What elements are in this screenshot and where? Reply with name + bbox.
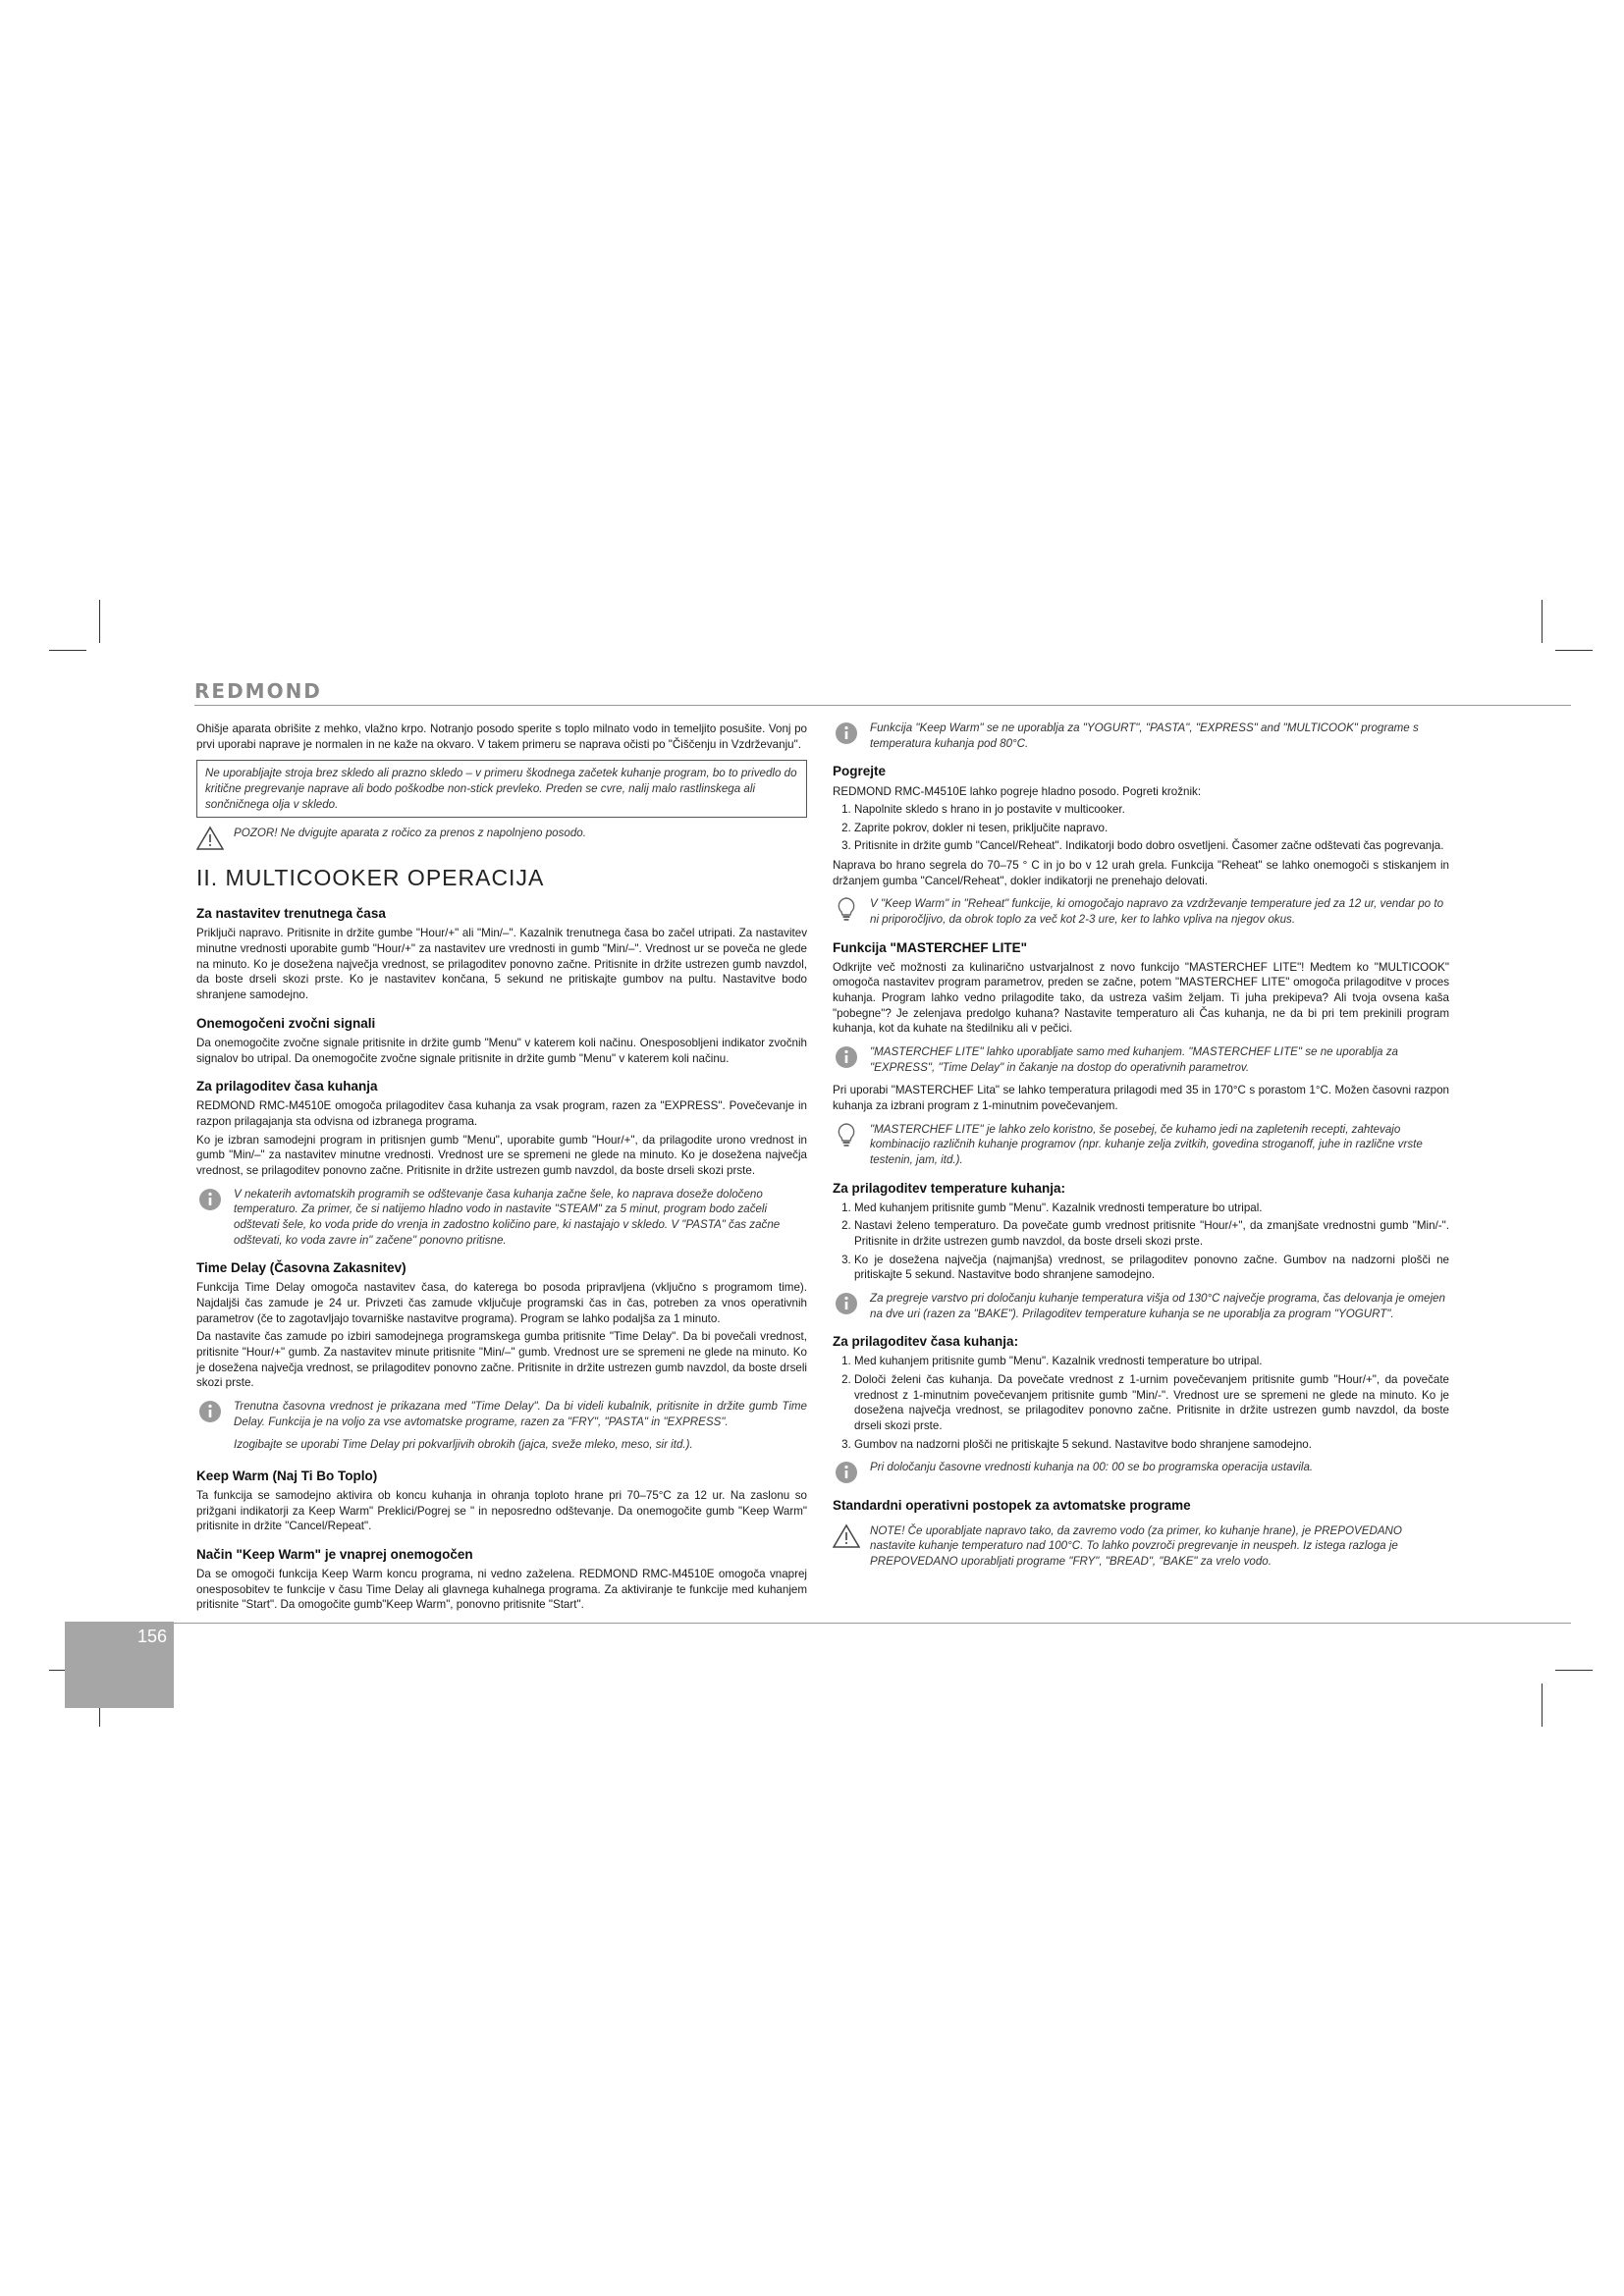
info-text-delay	[234, 1399, 807, 1456]
warning-text-standard: NOTE! Če uporabljate napravo tako, da zavremo vodo (za primer, ko kuhanje hrane), je PREPOVEDANO nastavite kuhanje temperaturo nad 100°C. To lahko povzroči pregrevanje in neuspeh. Iz istega razloga je PREPOVEDANO uporabljati programe "FRY", "BREAD", "BAKE" za vrelo vodo.	[870, 1523, 1402, 1568]
header-rule	[194, 705, 1571, 706]
heading-sound-signals: Onemogočeni zvočni signali	[196, 1015, 376, 1031]
warning-text: POZOR! Ne dvigujte aparata z ročico za prenos z napolnjeno posodo.	[234, 827, 586, 840]
paragraph-set-time: Priključi napravo. Pritisnite in držite gumbe "Hour/+" ali "Min/–". Kazalnik trenutnega časa bo začel utripati. Za nastavitev minutne vrednosti uporabite gumb "Hour/+" za nastavitev ure vrednosti in gumb "Min/–". Vrednost ur se poveča ne glede na minuto. Ko je dosežena največja vrednost, se prilagoditev ponovno začne. Pritisnite in držite ustrezen gumb navzdol, da boste drseli skozi prste. Ko je nastavitev končana, 5 sekund ne pritiskajte gumbov na pultu. Nastavitve bodo shranjene samodejno.	[196, 927, 807, 1002]
list-item: 1. Napolnite skledo s hrano in jo postavite v multicooker.	[854, 802, 1449, 818]
brand-logo: REDMOND	[194, 679, 322, 703]
paragraph-masterchef-2: Pri uporabi "MASTERCHEF Lita" se lahko temperatura prilagodi med 35 in 170°C s porastom 1°C. Možen časovni razpon kuhanja za izbrani program z 1-minutnim povečevanjem.	[833, 1084, 1449, 1112]
list-item: 2. Nastavi želeno temperaturo. Da povečate gumb vrednost pritisnite "Hour/+", da zmanjšate vrednostni gumb "Min/-". Pritisnite in držite ustrezen gumb navzdol, da boste drseli skozi prste.	[854, 1218, 1449, 1249]
warning-icon	[196, 826, 224, 851]
paragraph-time-delay-1: Funkcija Time Delay omogoča nastavitev časa, do katerega bo posoda pripravljena (vključno s programom time). Najdaljši čas zamude je 24 ur. Privzeti čas zamude vključuje programski čas in čas, potreben za vnos operativnih parametrov (če to zagotavljajo tovarniške nastavitve programa). Program se lahko podaljša za 1 minuto.	[196, 1281, 807, 1325]
list-item: 1. Med kuhanjem pritisnite gumb "Menu". Kazalnik vrednosti temperature bo utripal.	[854, 1201, 1449, 1216]
tip-row-reheat	[833, 896, 1449, 927]
info-row-keep-warm	[833, 721, 1449, 751]
paragraph-cleaning: Ohišje aparata obrišite z mehko, vlažno krpo. Notranjo posodo sperite s toplo milnato vodo in temeljito posušite. Vonj po prvi uporabi naprave je normalen in ne kaže na okvaro. V takem primeru se naprava očisti po "Čiščenju in Vzdrževanju".	[196, 722, 807, 751]
crop-mark	[49, 650, 86, 651]
info-row-time	[833, 1460, 1449, 1485]
heading-adjust-time: Za prilagoditev časa kuhanja:	[833, 1334, 1019, 1350]
left-column	[196, 721, 807, 1616]
paragraph-time-delay-2: Da nastavite čas zamude po izbiri samodejnega programskega gumba pritisnite "Time Delay". Da bi povečali vrednost, pritisnite "Hour/+" gumb. Za nastavitev minute pritisnite "Min/–" gumb. Vrednost ure se spremeni ne glede na minuto. Ko je dosežena največja vrednost, se prilagoditev ponovno začne. Pritisnite in držite ustrezen gumb navzdol, da boste drseli skozi prste.	[196, 1330, 807, 1390]
list-item: 3. Pritisnite in držite gumb "Cancel/Reheat". Indikatorji bodo dobro osvetljeni. Časomer začne odštevati čas pogrevanja.	[854, 838, 1449, 854]
paragraph-reheat: REDMOND RMC-M4510E lahko pogreje hladno posodo. Pogreti krožnik:	[833, 784, 1202, 798]
info-text-keep-warm: Funkcija "Keep Warm" se ne uporablja za "YOGURT", "PASTA", "EXPRESS" and "MULTICOOK" programe s temperatura kuhanja pod 80°C.	[870, 721, 1419, 750]
paragraph-keep-warm-off: Da se omogoči funkcija Keep Warm koncu programa, ni vedno zaželena. REDMOND RMC-M4510E omogoča vnaprej onesposobitev te funkcije v času Time Delay ali glavnega kuhalnega programa. Za aktiviranje te funkcije med kuhanjem pritisnite "Start". Da omogočite gumb"Keep Warm", ponovno pritisnite "Start".	[196, 1568, 807, 1612]
info-icon	[833, 1460, 860, 1485]
heading-keep-warm-off: Način "Keep Warm" je vnaprej onemogočen	[196, 1546, 473, 1562]
heading-masterchef: Funkcija "MASTERCHEF LITE"	[833, 939, 1028, 955]
heading-adjust-temperature: Za prilagoditev temperature kuhanja:	[833, 1180, 1066, 1196]
page-number: 156	[137, 1627, 168, 1646]
lightbulb-icon	[833, 896, 860, 922]
reheat-steps	[833, 802, 1449, 854]
warning-row	[196, 826, 807, 851]
time-steps	[833, 1354, 1449, 1452]
paragraph-cooking-time-1: REDMOND RMC-M4510E omogoča prilagoditev časa kuhanja za vsak program, razen za "EXPRESS". Povečevanje in razpon prilagajanja sta odvisna od izbranega programa.	[196, 1099, 807, 1129]
info-icon	[833, 721, 860, 746]
heading-reheat: Pogrejte	[833, 764, 887, 779]
heading-keep-warm: Keep Warm (Naj Ti Bo Toplo)	[196, 1468, 378, 1483]
info-text-cooking: V nekaterih avtomatskih programih se odštevanje časa kuhanja začne šele, ko naprava doseže določeno temperaturo. Za primer, če si natijemo hladno vodo in nastavite "STEAM" za 5 minut, program bodo začeli odštevati šele, ko voda pride do vrenja in zadostno količino pare, ki nastajajo v skledo. V "PASTA" čas začne odštevati, ko voda zavre in" začene" ponovno pritisne.	[234, 1187, 781, 1247]
info-text-delay-2: Izogibajte se uporabi Time Delay pri pokvarljivih obrokih (jajca, sveže mleko, meso, sir itd.).	[234, 1438, 693, 1452]
info-row-masterchef	[833, 1044, 1449, 1075]
list-item: 3. Ko je dosežena največja (najmanjša) vrednost, se prilagoditev ponovno začne. Gumbov na nadzorni plošči ne pritiskajte 5 sekund. Nastavitve bodo shranjene samodejno.	[854, 1253, 1449, 1283]
info-text-delay-1: Trenutna časovna vrednost je prikazana med "Time Delay". Da bi videli kubalnik, pritisnite in držite gumb Time Delay. Funkcija je na voljo za vse avtomatske programe, razen za "FRY", "PASTA" in "EXPRESS".	[234, 1399, 807, 1428]
info-row-temperature	[833, 1291, 1449, 1321]
crop-mark	[99, 600, 100, 643]
info-text-masterchef: "MASTERCHEF LITE" lahko uporabljate samo med kuhanjem. "MASTERCHEF LITE" se ne uporablja za "EXPRESS", "Time Delay" in čakanje na dostop do operativnih parametrov.	[870, 1045, 1398, 1074]
crop-mark	[1542, 1683, 1543, 1727]
tip-text-masterchef: "MASTERCHEF LITE" je lahko zelo koristno, še posebej, če kuhamo jedi na zapletenih recepti, zahtevajo kombinacijo različnih kuhanje programov (npr. kuhanje zelja zvitkih, govedina stroganoff, juhe in različne vrste testenin, jam, itd.).	[870, 1122, 1423, 1166]
info-icon	[833, 1291, 860, 1316]
lightbulb-icon	[833, 1122, 860, 1148]
list-item: 1. Med kuhanjem pritisnite gumb "Menu". Kazalnik vrednosti temperature bo utripal.	[854, 1354, 1449, 1369]
paragraph-masterchef: Odkrijte več možnosti za kulinarično ustvarjalnost z novo funkcijo "MASTERCHEF LITE"! Medtem ko "MULTICOOK" omogoča nastavitev program parametrov, preden se začne, potem "MASTERCHEF LITE" omogoča prilagoditve v proces kuhanja. Program lahko vedno prilagodite tako, da ustreza vašim željam. Ti juha prekipeva? Ali tvoja ovsena kaša "pobegne"? Je zelenjava predolgo kuhana? Nastavite temperaturo ali Čas kuhanja, ne da bi pri tem prekinili program kuhanja, kot da kuhate na štedilniku ali v pečici.	[833, 960, 1449, 1036]
heading-standard-procedure: Standardni operativni postopek za avtomatske programe	[833, 1498, 1191, 1514]
warning-icon	[833, 1523, 860, 1549]
right-column	[833, 721, 1449, 1576]
warning-row-standard	[833, 1523, 1449, 1570]
list-item: 3. Gumbov na nadzorni plošči ne pritiskajte 5 sekund. Nastavitve bodo shranjene samodejno.	[854, 1437, 1449, 1453]
paragraph-reheat-2: Naprava bo hrano segrela do 70–75 ° C in jo bo v 12 urah grela. Funkcija "Reheat" se lahko onemogoči s stiskanjem in držanjem gumba "Cancel/Reheat", dokler indikatorji ne prenehajo delovati.	[833, 859, 1449, 887]
section-title: II. MULTICOOKER OPERACIJA	[196, 865, 545, 891]
heading-set-time: Za nastavitev trenutnega časa	[196, 906, 386, 922]
paragraph-keep-warm: Ta funkcija se samodejno aktivira ob koncu kuhanja in ohranja toploto hrane pri 70–75°C za 12 ur. Na zaslonu so prižgani indikatorji za Keep Warm" Preklici/Pogrej se " in neposredno odštevanje. Da onemogočite gumb "Keep Warm" pritisnite in držite "Cancel/Repeat".	[196, 1489, 807, 1533]
heading-time-delay: Time Delay (Časovna Zakasnitev)	[196, 1260, 406, 1276]
info-icon	[196, 1187, 224, 1212]
list-item: 2. Zaprite pokrov, dokler ni tesen, priključite napravo.	[854, 821, 1449, 836]
list-item: 2. Določi želeni čas kuhanja. Da povečate vrednost z 1-urnim povečevanjem pritisnite gumb "Hour/+", da povečate vrednost z 1-minutnim povečevanjem pritisnite gumb "Min/-". Vrednost ure se spremeni ne glede na minuto. Ko je dosežena največja vrednost, se prilagoditev ponovno začne. Pritisnite in držite ustrezen gumb navzdol, da boste drseli skozi prste.	[854, 1372, 1449, 1434]
tip-row-masterchef	[833, 1122, 1449, 1168]
info-row-delay	[196, 1399, 807, 1456]
caution-text: Ne uporabljajte stroja brez skledo ali prazno skledo – v primeru škodnega začetek kuhanje program, bo to privedlo do kritične pregrevanje naprave ali bodo poškodbe non-stick prevleko. Preden se cvre, nalij malo rastlinskega ali sončničnega olja v skledo.	[205, 767, 797, 811]
boxed-caution	[196, 760, 807, 818]
info-icon	[196, 1399, 224, 1424]
crop-mark	[1542, 600, 1543, 643]
info-text-temperature: Za pregreje varstvo pri določanju kuhanje temperatura višja od 130°C največje programa, čas delovanja je omejen na dve uri (razen za "BAKE"). Prilagoditev temperature kuhanja se ne uporablja za program "YOGURT".	[870, 1291, 1445, 1320]
info-row-cooking	[196, 1187, 807, 1249]
paragraph-sound-signals: Da onemogočite zvočne signale pritisnite in držite gumb "Menu" v katerem koli načinu. Onesposobljeni indikator zvočnih signalov bo utripal. Da onemogočite zvočne signale pritisnite in držite gumb "Menu" v katerem koli načinu.	[196, 1036, 807, 1065]
info-icon	[833, 1044, 860, 1070]
heading-cooking-time: Za prilagoditev časa kuhanja	[196, 1079, 378, 1095]
paragraph-cooking-time-2: Ko je izbran samodejni program in pritisnjen gumb "Menu", uporabite gumb "Hour/+", da prilagodite urono vrednost in gumb "Min/–" za nastavitev minutne vrednosti. Vrednost ure se spremeni ne glede na minuto. Ko je dosežena največja vrednost, se prilagoditev ponovno začne. Pritisnite in držite ustrezen gumb navzdol, da boste drseli skozi prste.	[196, 1133, 807, 1177]
tip-text-reheat: V "Keep Warm" in "Reheat" funkcije, ki omogočajo napravo za vzdrževanje temperature jed za 12 ur, vendar po to ni priporočljivo, da obrok toplo za več kot 2-3 ure, ker to lahko vpliva na njegov okus.	[870, 897, 1444, 926]
info-text-time: Pri določanju časovne vrednosti kuhanja na 00: 00 se bo programska operacija ustavila.	[870, 1461, 1314, 1474]
crop-mark	[1555, 650, 1593, 651]
crop-mark	[1555, 1670, 1593, 1671]
temperature-steps	[833, 1201, 1449, 1283]
footer-rule	[172, 1623, 1571, 1624]
